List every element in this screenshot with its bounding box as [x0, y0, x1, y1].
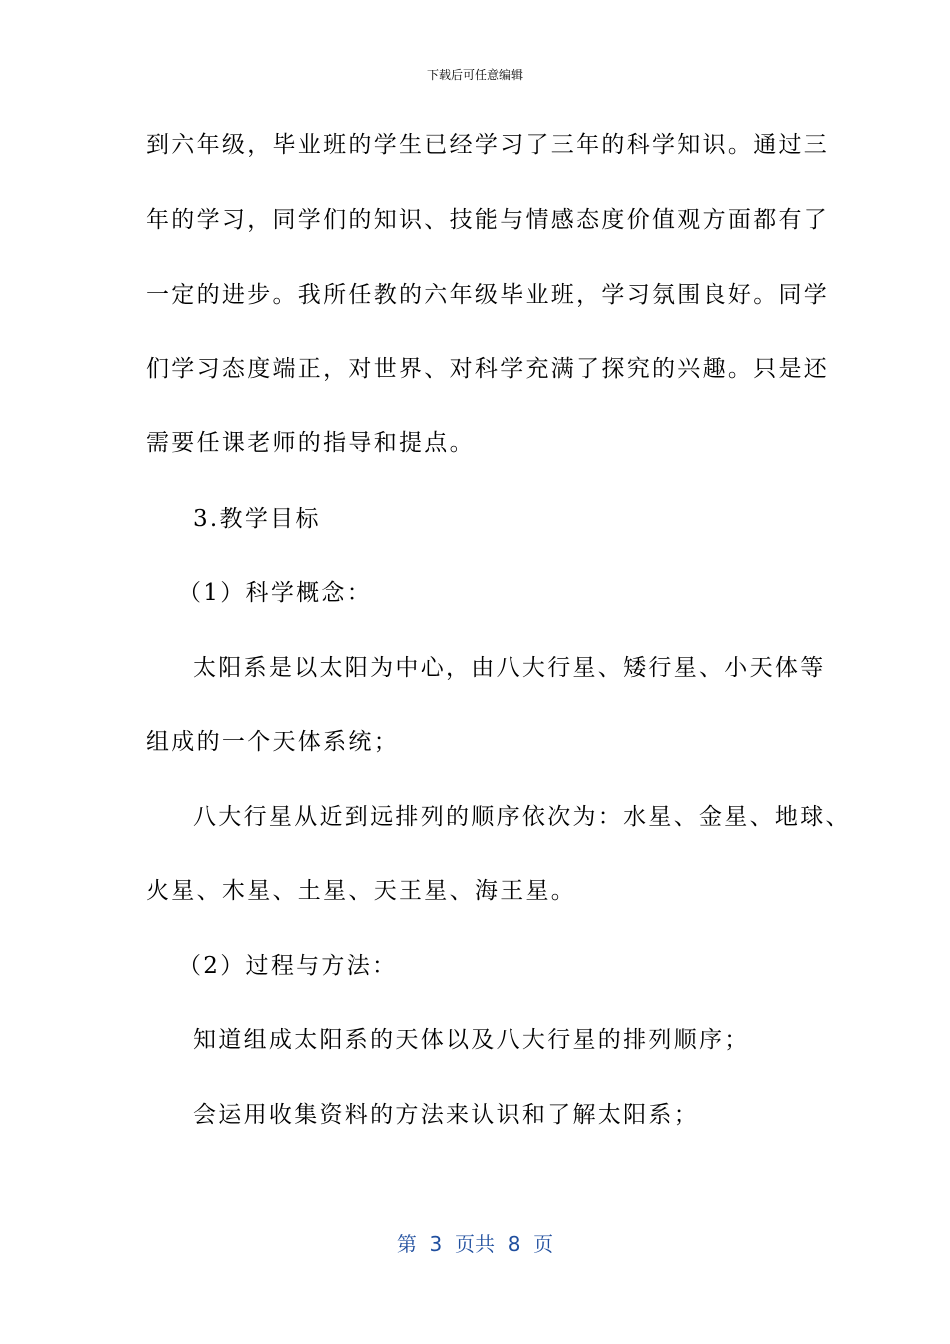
paragraph-line: 需要任课老师的指导和提点。 — [146, 430, 475, 456]
paragraph-line: 年的学习，同学们的知识、技能与情感态度价值观方面都有了 — [146, 207, 830, 233]
paragraph-line: 火星、木星、土星、天王星、海王星。 — [146, 878, 577, 904]
subsection-heading: （1）科学概念： — [178, 580, 373, 606]
paragraph-line: 知道组成太阳系的天体以及八大行星的排列顺序； — [193, 1027, 750, 1053]
paragraph-line: 八大行星从近到远排列的顺序依次为：水星、金星、地球、 — [193, 804, 851, 830]
paragraph-line: 们学习态度端正，对世界、对科学充满了探究的兴趣。只是还 — [146, 356, 830, 382]
header-note: 下载后可任意编辑 — [426, 68, 523, 82]
paragraph-line: 组成的一个天体系统； — [146, 729, 399, 755]
subsection-heading: （2）过程与方法： — [178, 953, 398, 979]
paragraph-line: 一定的进步。我所任教的六年级毕业班，学习氛围良好。同学 — [146, 282, 830, 308]
page-number-footer: 第 3 页共 8 页 — [396, 1232, 554, 1256]
paragraph-line: 到六年级，毕业班的学生已经学习了三年的科学知识。通过三 — [146, 132, 830, 158]
section-heading: 3.教学目标 — [193, 506, 321, 532]
paragraph-line: 太阳系是以太阳为中心，由八大行星、矮行星、小天体等 — [193, 655, 826, 681]
paragraph-line: 会运用收集资料的方法来认识和了解太阳系； — [193, 1102, 699, 1128]
